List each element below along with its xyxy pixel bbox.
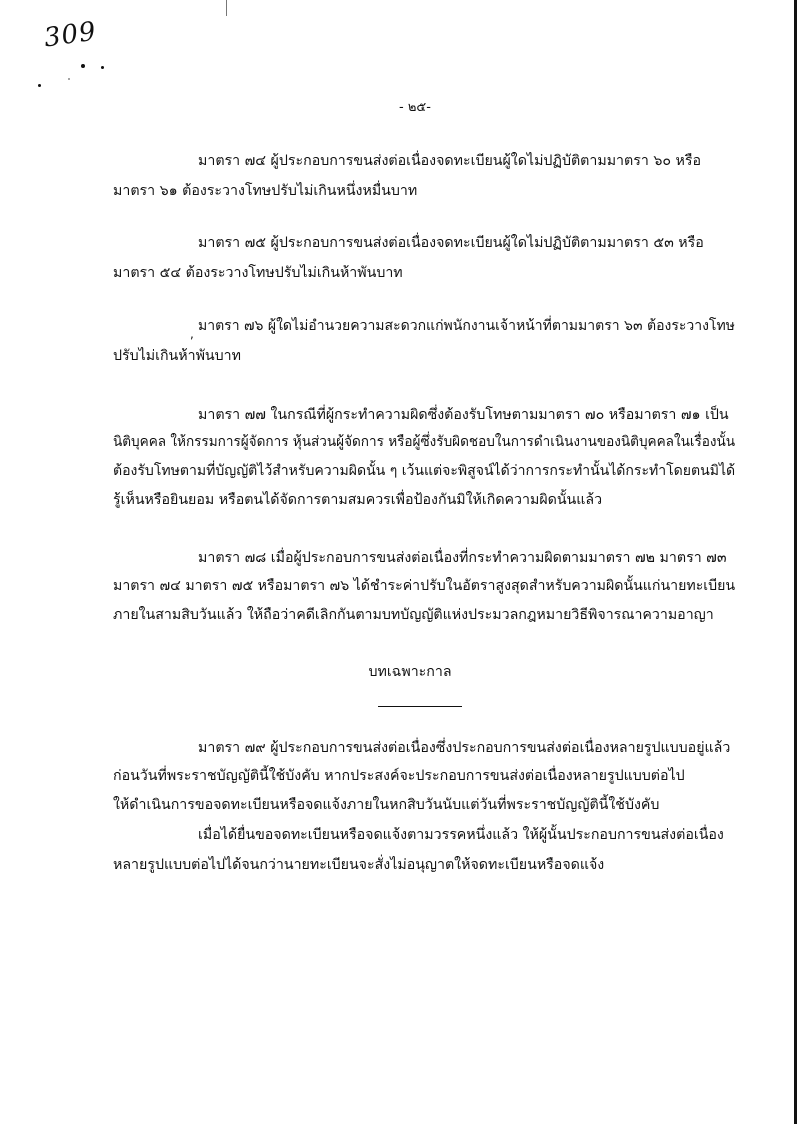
scan-dot	[81, 64, 85, 68]
section-77-line-3: ต้องรับโทษตามที่บัญญัติไว้สำหรับความผิดนั้น ๆ เว้นแต่จะพิสูจน์ได้ว่าการกระทำนั้นได้กระทำโดยตนมิได้	[113, 463, 736, 479]
section-79-line-3: ให้ดำเนินการขอจดทะเบียนหรือจดแจ้งภายในหกสิบวันนับแต่วันที่พระราชบัญญัตินี้ใช้บังคับ	[113, 797, 660, 813]
scan-dot	[101, 66, 104, 69]
stray-mark: ,	[190, 327, 194, 341]
heading-underline	[378, 706, 462, 707]
section-79-line-5: หลายรูปแบบต่อไปได้จนกว่านายทะเบียนจะสั่งไม่อนุญาตให้จดทะเบียนหรือจดแจ้ง	[113, 857, 605, 873]
section-78-line-2: มาตรา ๗๔ มาตรา ๗๕ หรือมาตรา ๗๖ ได้ชำระค่าปรับในอัตราสูงสุดสำหรับความผิดนั้นแก่นายทะเบียน	[113, 578, 736, 594]
section-77-line-2: นิติบุคคล ให้กรรมการผู้จัดการ หุ้นส่วนผู้จัดการ หรือผู้ซึ่งรับผิดชอบในการดำเนินงานของนิติบุคคลในเรื่องนั้น	[113, 434, 736, 450]
section-77-line-1: มาตรา ๗๗ ในกรณีที่ผู้กระทำความผิดซึ่งต้องรับโทษตามมาตรา ๗๐ หรือมาตรา ๗๑ เป็น	[198, 407, 729, 423]
section-heading: บทเฉพาะกาล	[368, 664, 452, 680]
page-number: - ๒๕-	[399, 100, 431, 115]
section-75-line-2: มาตรา ๕๔ ต้องระวางโทษปรับไม่เกินห้าพันบาท	[113, 265, 403, 281]
scan-dot	[68, 78, 70, 80]
section-75-line-1: มาตรา ๗๕ ผู้ประกอบการขนส่งต่อเนื่องจดทะเบียนผู้ใดไม่ปฏิบัติตามมาตรา ๕๓ หรือ	[198, 235, 704, 251]
section-74-line-2: มาตรา ๖๑ ต้องระวางโทษปรับไม่เกินหนึ่งหมื่นบาท	[113, 183, 418, 199]
section-77-line-4: รู้เห็นหรือยินยอม หรือตนได้จัดการตามสมควรเพื่อป้องกันมิให้เกิดความผิดนั้นแล้ว	[113, 492, 603, 508]
section-76-line-1: มาตรา ๗๖ ผู้ใดไม่อำนวยความสะดวกแก่พนักงานเจ้าหน้าที่ตามมาตรา ๖๓ ต้องระวางโทษ	[198, 318, 735, 334]
section-78-line-1: มาตรา ๗๘ เมื่อผู้ประกอบการขนส่งต่อเนื่องที่กระทำความผิดตามมาตรา ๗๒ มาตรา ๗๓	[198, 550, 727, 566]
scan-border	[794, 0, 797, 1124]
section-79-line-2: ก่อนวันที่พระราชบัญญัตินี้ใช้บังคับ หากประสงค์จะประกอบการขนส่งต่อเนื่องหลายรูปแบบต่อไป	[113, 768, 685, 784]
scan-dot	[38, 84, 41, 87]
section-78-line-3: ภายในสามสิบวันแล้ว ให้ถือว่าคดีเลิกกันตามบทบัญญัติแห่งประมวลกฎหมายวิธีพิจารณาความอาญา	[113, 607, 714, 623]
section-79-line-4: เมื่อได้ยื่นขอจดทะเบียนหรือจดแจ้งตามวรรคหนึ่งแล้ว ให้ผู้นั้นประกอบการขนส่งต่อเนื่อง	[198, 827, 724, 843]
section-79-line-1: มาตรา ๗๙ ผู้ประกอบการขนส่งต่อเนื่องซึ่งประกอบการขนส่งต่อเนื่องหลายรูปแบบอยู่แล้ว	[198, 740, 731, 756]
scan-mark	[226, 0, 227, 16]
section-74-line-1: มาตรา ๗๔ ผู้ประกอบการขนส่งต่อเนื่องจดทะเบียนผู้ใดไม่ปฏิบัติตามมาตรา ๖๐ หรือ	[198, 153, 701, 169]
handwritten-page-number: 309	[42, 16, 99, 54]
section-76-line-2: ปรับไม่เกินห้าพันบาท	[113, 348, 241, 364]
